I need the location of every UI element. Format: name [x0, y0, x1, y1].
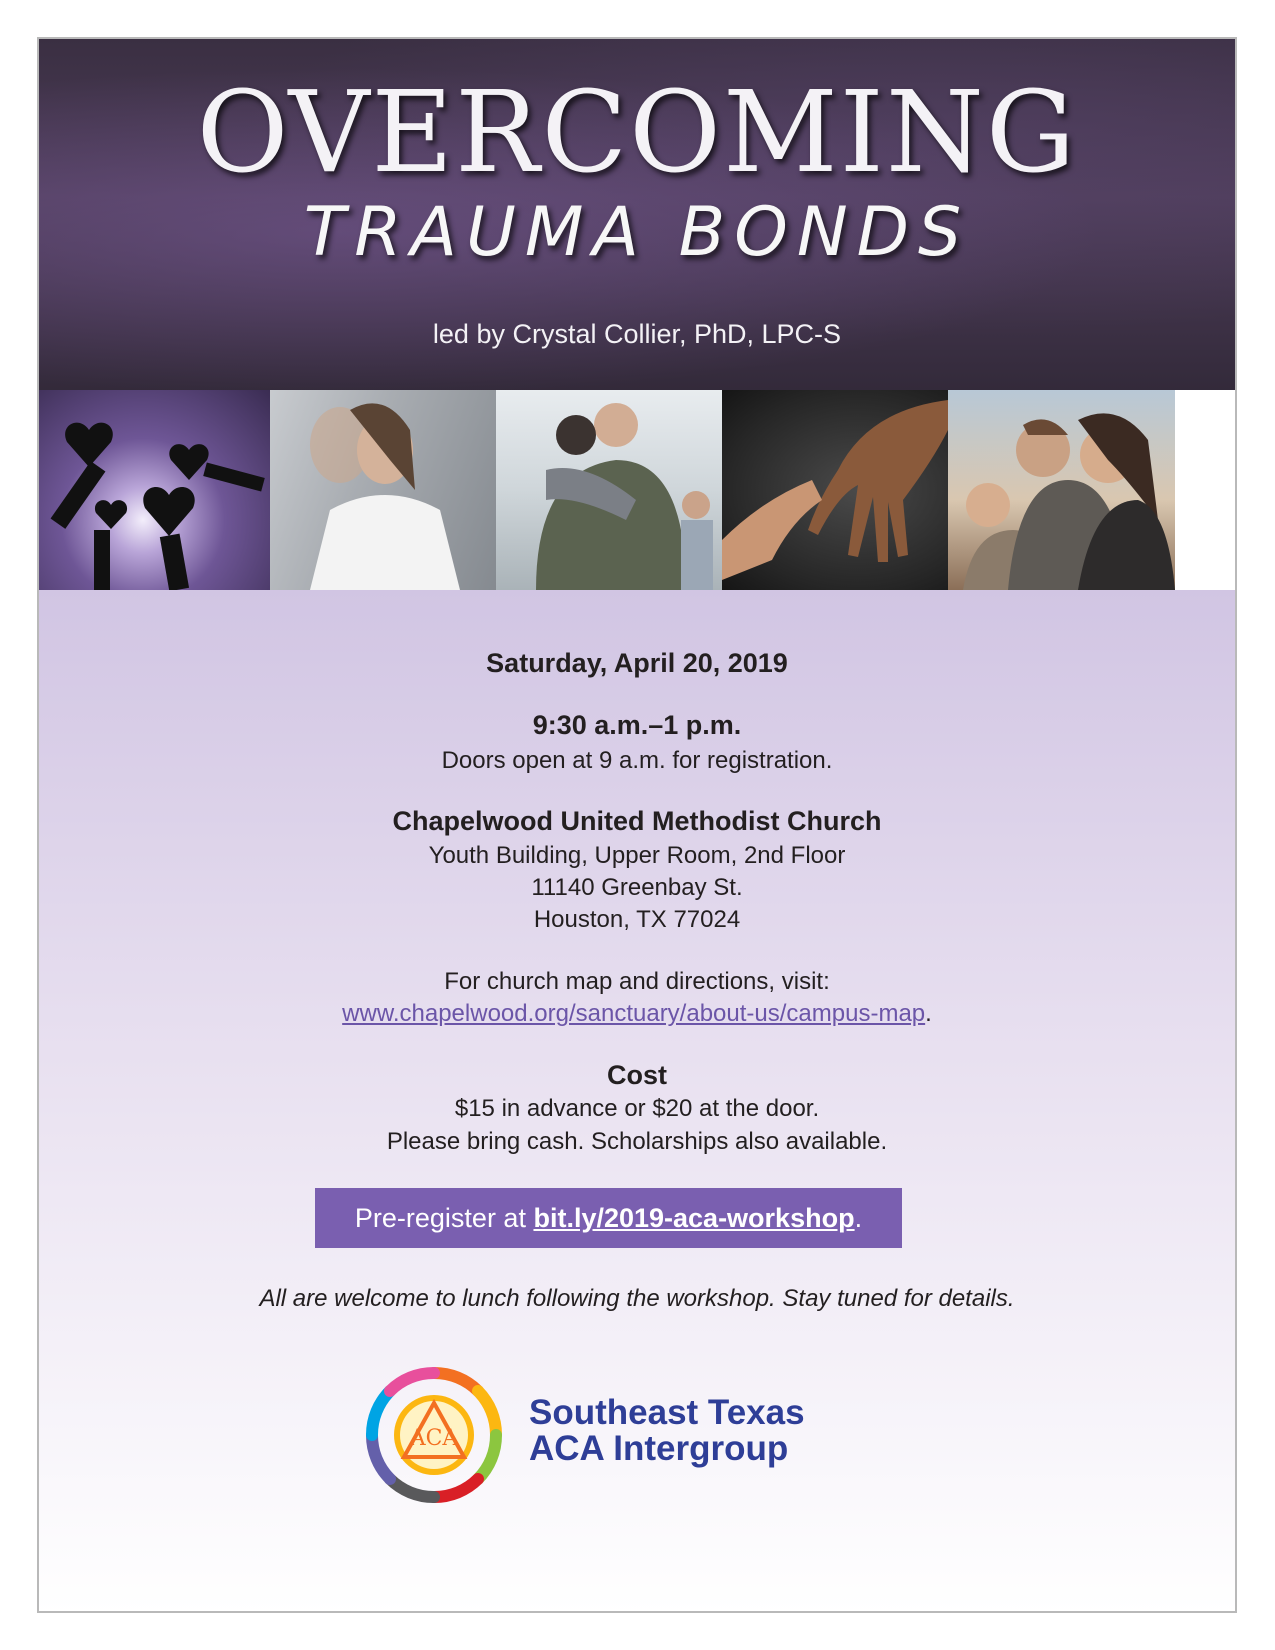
photo-hearts [39, 390, 270, 590]
title-line-1: OVERCOMING [196, 68, 1078, 198]
register-link[interactable]: bit.ly/2019-aca-workshop [533, 1203, 855, 1233]
flyer [37, 37, 1237, 1613]
venue-line-1: Youth Building, Upper Room, 2nd Floor [428, 842, 846, 869]
org-name-line-2: ACA Intergroup [529, 1429, 789, 1468]
event-time: 9:30 a.m.–1 p.m. [532, 710, 742, 740]
photo-group [948, 390, 1175, 590]
org-name-line-1: Southeast Texas [529, 1393, 805, 1432]
venue-line-2: 11140 Greenbay St. [531, 874, 743, 901]
header-banner [39, 39, 1235, 390]
org-name [529, 1395, 805, 1467]
venue-line-3: Houston, TX 77024 [533, 906, 741, 933]
photo-strip [39, 390, 1235, 590]
cost-heading: Cost [607, 1060, 667, 1090]
map-link[interactable]: www.chapelwood.org/sanctuary/about-us/campus-map [342, 1000, 926, 1027]
map-period: . [925, 1000, 932, 1027]
register-box [315, 1188, 902, 1248]
cost-line-2: Please bring cash. Scholarships also available. [386, 1128, 888, 1155]
register-prefix: Pre-register at [354, 1203, 534, 1233]
details-section [39, 590, 1235, 1613]
aca-logo-emblem [364, 1365, 504, 1505]
lunch-note: All are welcome to lunch following the workshop. Stay tuned for details. [259, 1285, 1015, 1312]
cost-line-1: $15 in advance or $20 at the door. [454, 1095, 820, 1122]
register-suffix: . [854, 1203, 863, 1233]
emblem-text: ACA [409, 1426, 459, 1451]
doors-note: Doors open at 9 a.m. for registration. [441, 747, 833, 774]
event-date: Saturday, April 20, 2019 [486, 648, 788, 678]
photo-woman [270, 390, 496, 590]
leader-text: led by Crystal Collier, PhD, LPC-S [432, 319, 842, 349]
map-intro: For church map and directions, visit: [444, 968, 830, 995]
map-link-line [39, 1000, 1235, 1028]
photo-hands [722, 390, 948, 590]
venue-name: Chapelwood United Methodist Church [392, 806, 882, 836]
photo-hug [496, 390, 722, 590]
title-line-2: TRAUMA BONDS [303, 193, 971, 272]
